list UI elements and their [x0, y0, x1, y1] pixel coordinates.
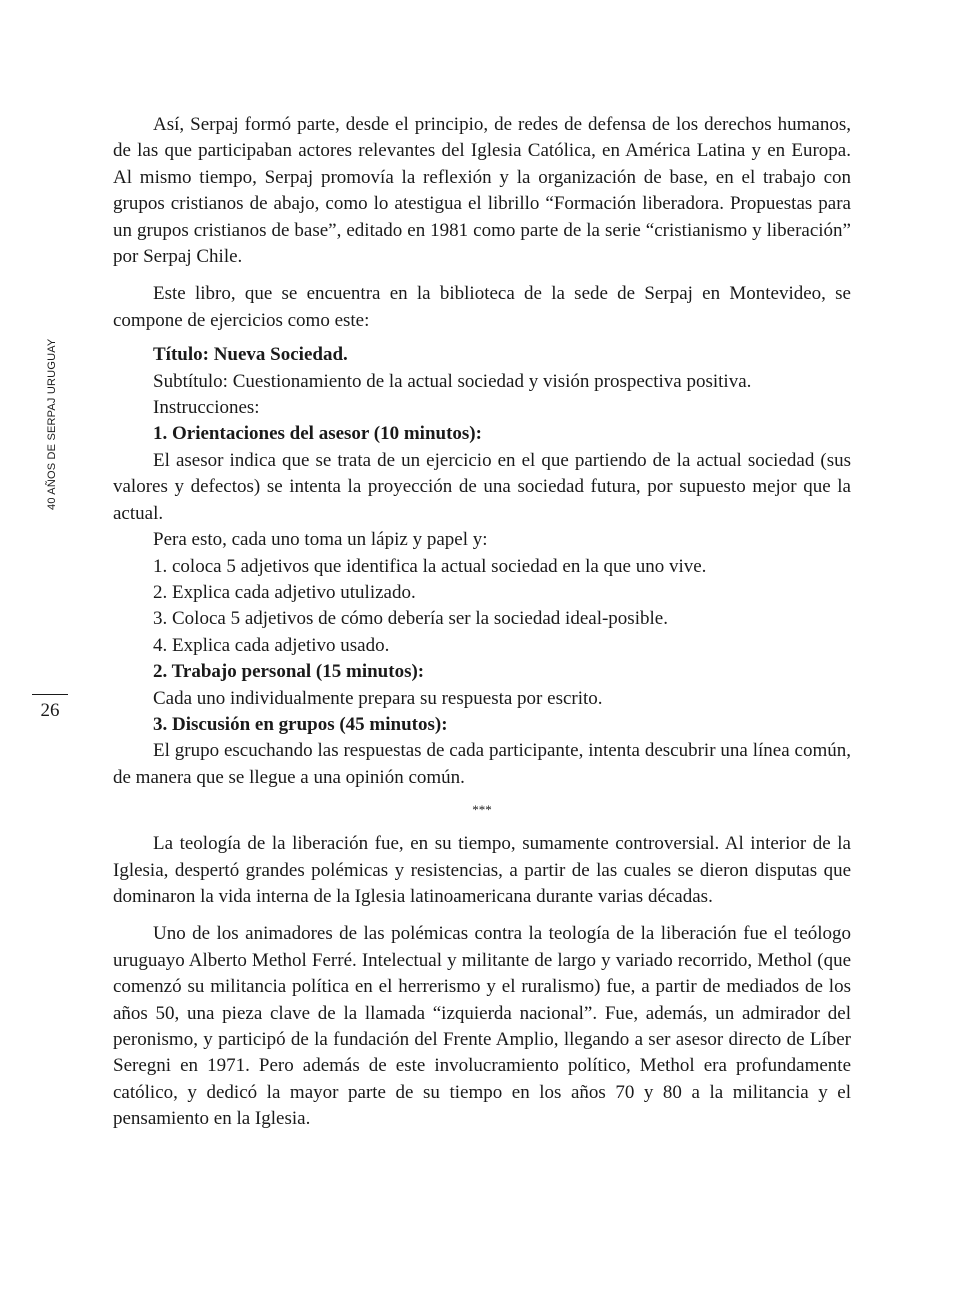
step-3-heading: 3. Discusión en grupos (45 minutos): — [153, 713, 448, 735]
step-1-text: El asesor indica que se trata de un ejercicio en el que partiendo de la actual sociedad (sus valores y defectos) se intenta la proyección de una sociedad futura, por supuesto mejor que la actual. — [113, 449, 851, 524]
paragraph-4: Uno de los animadores de las polémicas contra la teología de la liberación fue el teólogo uruguayo Alberto Methol Ferré. Intelectual y militante de largo y variado recorrido, Methol (que comenzó su militancia política en el herrerismo y el ruralismo) fue, a partir de mediados de los años 50, una pieza clave de la llamada “izquierda nacional”. Fue, además, un admirador del peronismo, y participó de la fundación del Frente Amplio, llegando a ser asesor directo de Líber Seregni en 1971. Pero además de este involucramiento político, Methol era profundamente católico, y dedicó la mayor parte de su tiempo en los años 70 y 80 a la militancia y el pensamiento en la Iglesia. — [113, 923, 851, 1130]
step-1-heading: 1. Orientaciones del asesor (10 minutos): — [153, 423, 482, 445]
list-item: 3. Coloca 5 adjetivos de cómo debería ser la sociedad ideal-posible. — [153, 608, 668, 630]
step-2-heading: 2. Trabajo personal (15 minutos): — [153, 661, 425, 683]
list-item: 4. Explica cada adjetivo usado. — [153, 634, 390, 656]
section-separator: *** — [472, 802, 492, 818]
page-number: 26 — [40, 700, 60, 721]
step-2-text: Cada uno individualmente prepara su respuesta por escrito. — [153, 687, 603, 709]
step-3-text: El grupo escuchando las respuestas de cada participante, intenta descubrir una línea común, de manera que se llegue a una opinión común. — [113, 740, 851, 788]
list-item: 1. coloca 5 adjetivos que identifica la actual sociedad en la que uno vive. — [153, 555, 707, 577]
paragraph-1: Así, Serpaj formó parte, desde el principio, de redes de defensa de los derechos humanos, de las que participaban actores relevantes del Iglesia Católica, en América Latina y en Europa. Al mismo tiempo, Serpaj promovía la reflexión y la organización de base, en el trabajo con grupos cristianos de abajo, como lo atestigua el librillo “Formación liberadora. Propuestas para un grupos cristianos de base”, editado en 1981 como parte de la serie “cristianismo y liberación” por Serpaj Chile. — [113, 114, 851, 268]
paragraph-3: La teología de la liberación fue, en su tiempo, sumamente controversial. Al interior de la Iglesia, despertó grandes polémicas y resistencias, a partir de las cuales se dieron disputas que dominaron la vida interna de la Iglesia latinoamericana durante varias décadas. — [113, 833, 851, 907]
paragraph-2: Este libro, que se encuentra en la biblioteca de la sede de Serpaj en Montevideo, se compone de ejercicios como este: — [113, 283, 851, 331]
exercise-subtitle: Subtítulo: Cuestionamiento de la actual sociedad y visión prospectiva positiva. — [153, 370, 752, 392]
list-item: 2. Explica cada adjetivo utulizado. — [153, 581, 416, 603]
exercise-block — [113, 342, 851, 791]
page-body — [113, 112, 851, 1133]
folio-rule — [32, 694, 68, 695]
exercise-instructions: Instrucciones: — [153, 397, 260, 419]
running-head: 40 AÑOS DE SERPAJ URUGUAY — [46, 338, 58, 510]
step-1-intro: Pera esto, cada uno toma un lápiz y papel y: — [153, 529, 488, 551]
exercise-title: Título: Nueva Sociedad. — [153, 344, 348, 366]
